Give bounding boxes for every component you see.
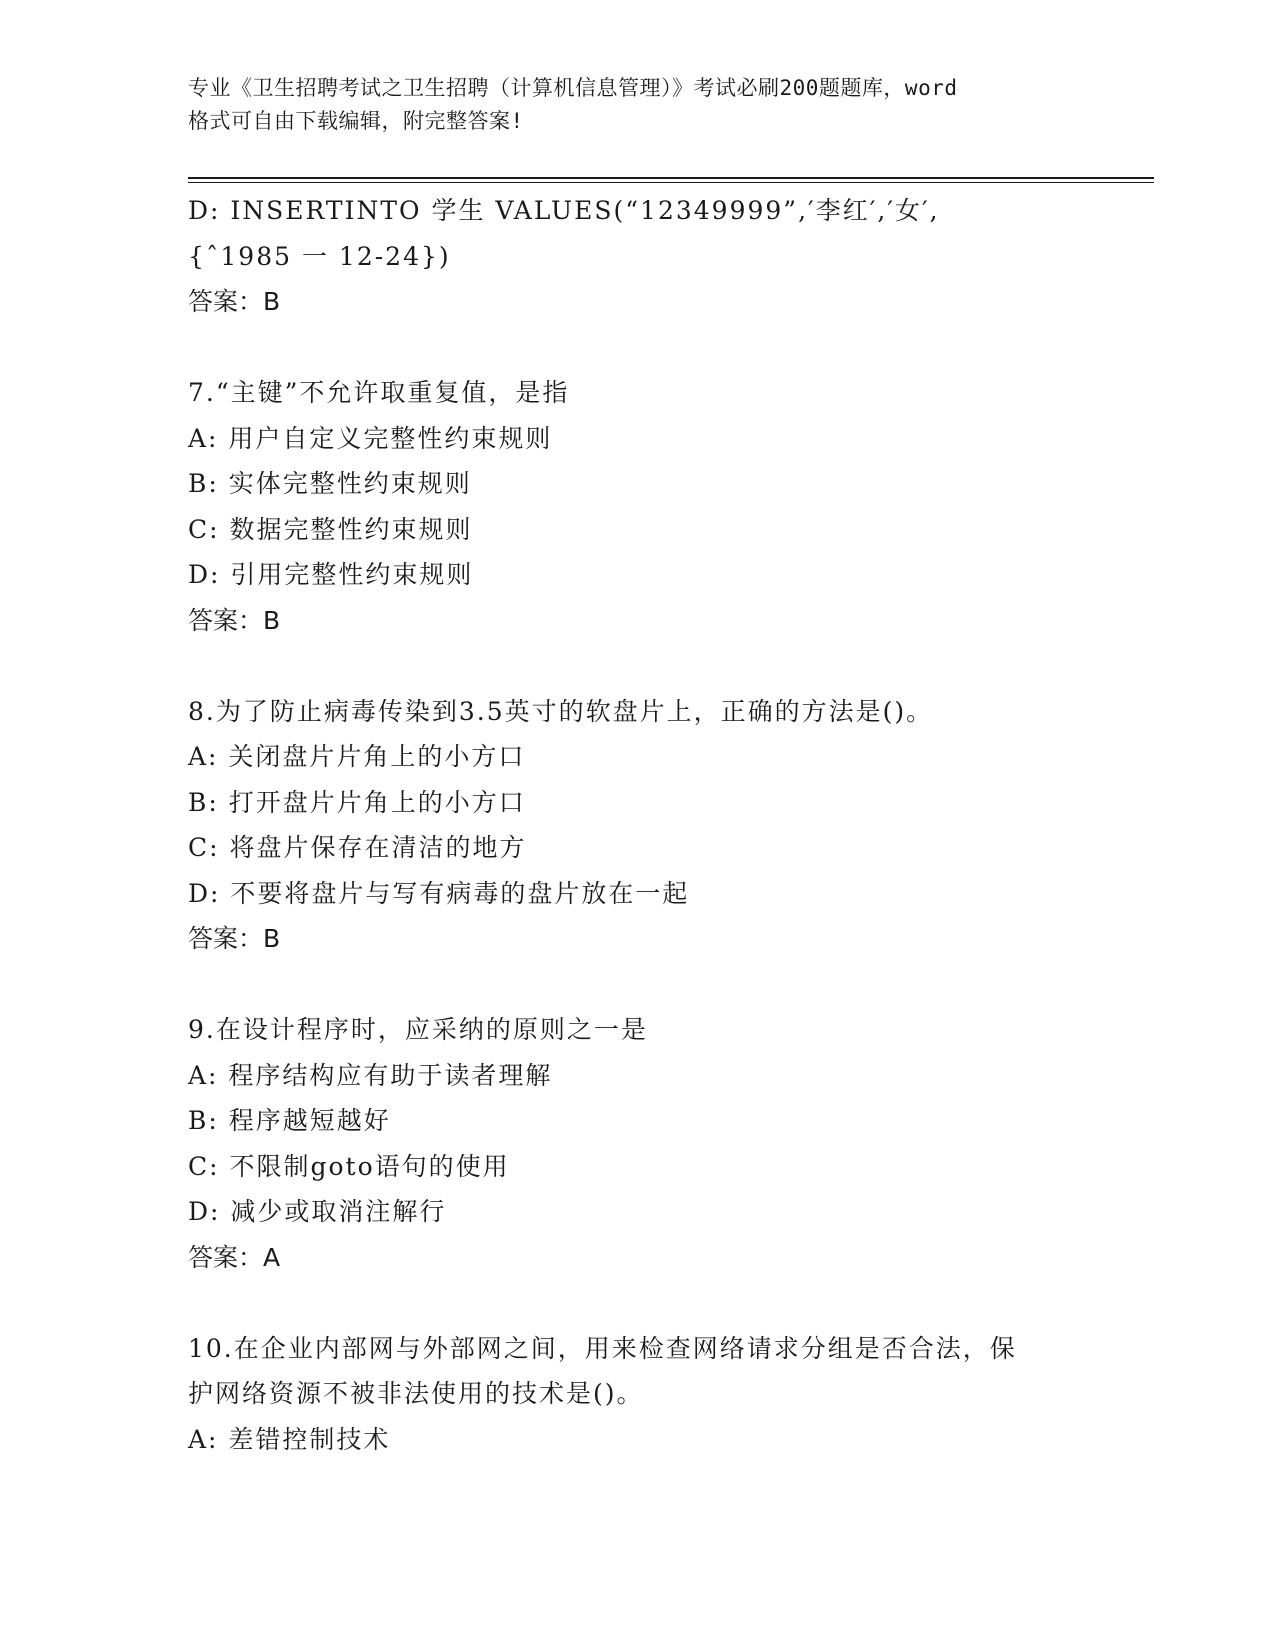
answer-line: 答案：B xyxy=(188,924,281,953)
option-c: C: 将盘片保存在清洁的地方 xyxy=(188,833,527,862)
option-a: A: 程序结构应有助于读者理解 xyxy=(188,1060,553,1090)
option-b: B: 程序越短越好 xyxy=(188,1106,391,1135)
header-divider-thick xyxy=(188,177,1154,179)
option-d: D: INSERTINTO 学生 VALUES(“12349999”,′李红′,′女′, xyxy=(188,196,940,225)
question-list xyxy=(188,188,1088,1462)
header-line-1: 专业《卫生招聘考试之卫生招聘（计算机信息管理）》考试必刷200题题库，word xyxy=(188,76,958,100)
question-stem: 9.在设计程序时，应采纳的原则之一是 xyxy=(188,1015,648,1044)
option-c: C: 不限制goto语句的使用 xyxy=(188,1151,510,1181)
question-stem: 8.为了防止病毒传染到3.5英寸的软盘片上，正确的方法是()。 xyxy=(188,696,934,726)
option-d: D: 不要将盘片与写有病毒的盘片放在一起 xyxy=(188,878,690,908)
option-a: A: 用户自定义完整性约束规则 xyxy=(188,423,553,453)
document-header xyxy=(188,72,1088,138)
option-a: A: 差错控制技术 xyxy=(188,1424,391,1454)
option-b: B: 实体完整性约束规则 xyxy=(188,469,472,498)
option-a: A: 关闭盘片片角上的小方口 xyxy=(188,742,526,771)
spacer xyxy=(188,325,1088,371)
option-d: D: 减少或取消注解行 xyxy=(188,1197,447,1226)
answer-line: 答案：A xyxy=(188,1242,281,1272)
question-stem: 7.“主键”不允许取重复值，是指 xyxy=(188,378,570,407)
option-b: B: 打开盘片片角上的小方口 xyxy=(188,787,526,817)
answer-line: 答案：B xyxy=(188,605,281,635)
option-d: D: 引用完整性约束规则 xyxy=(188,560,474,589)
question-stem-continued: 护网络资源不被非法使用的技术是()。 xyxy=(188,1379,644,1408)
option-c: C: 数据完整性约束规则 xyxy=(188,514,473,544)
spacer xyxy=(188,643,1088,689)
spacer xyxy=(188,962,1088,1008)
spacer xyxy=(188,1280,1088,1326)
header-line-2: 格式可自由下载编辑，附完整答案! xyxy=(188,109,524,133)
option-d-continued: {ˆ1985 一 12-24}) xyxy=(188,241,451,271)
header-divider-thin xyxy=(188,182,1154,183)
answer-line: 答案：B xyxy=(188,287,281,316)
question-stem: 10.在企业内部网与外部网之间，用来检查网络请求分组是否合法，保 xyxy=(188,1333,1017,1363)
